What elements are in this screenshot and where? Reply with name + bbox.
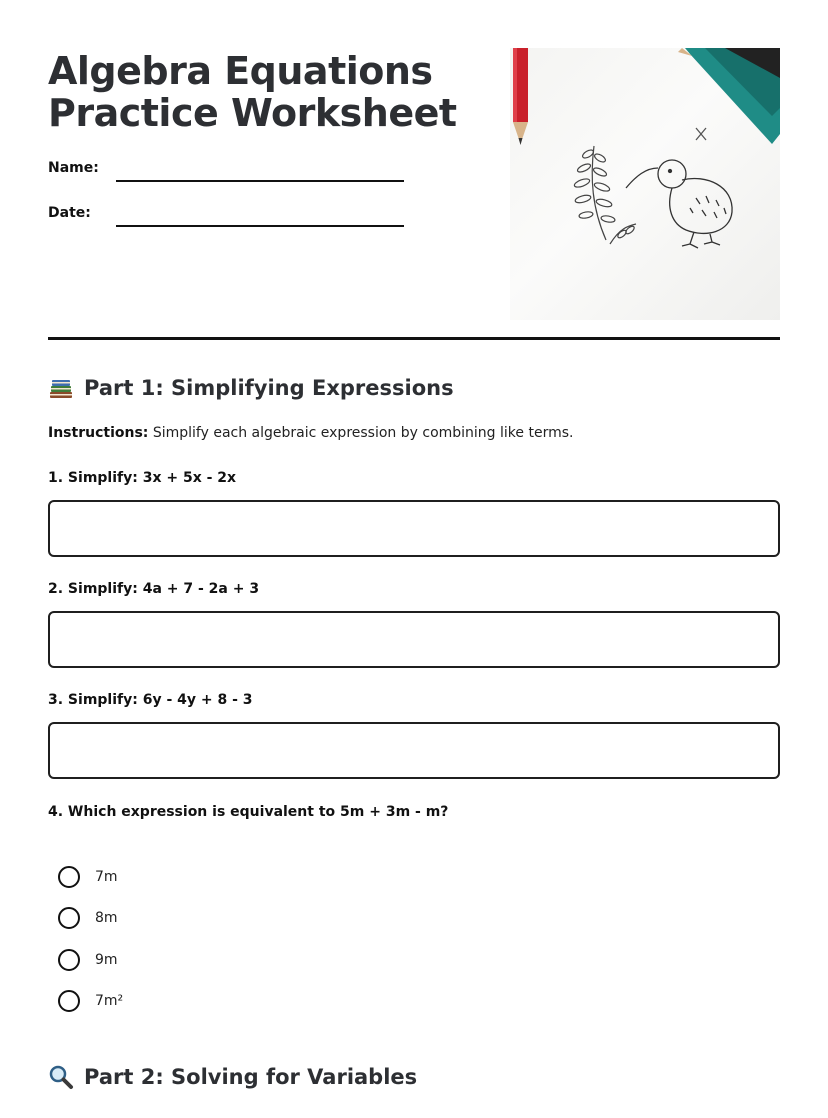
option-label: 8m	[95, 910, 118, 926]
instructions	[48, 425, 573, 441]
radio-button[interactable]	[58, 866, 80, 888]
option-8m[interactable]	[58, 906, 118, 930]
date-field[interactable]	[48, 205, 404, 235]
option-label: 9m	[95, 952, 118, 968]
part2-title	[48, 1064, 417, 1090]
radio-button[interactable]	[58, 907, 80, 929]
fern-icon	[573, 146, 636, 244]
option-9m[interactable]	[58, 948, 118, 972]
name-line[interactable]	[116, 180, 404, 182]
option-label: 7m	[95, 869, 118, 885]
title-line-2: Practice Worksheet	[48, 91, 457, 135]
page-title	[48, 50, 488, 134]
books-icon	[48, 375, 74, 401]
question-4: 4. Which expression is equivalent to 5m + 3m - m?	[48, 804, 449, 820]
kiwi-illustration	[510, 48, 780, 320]
kiwi-bird-icon	[626, 160, 732, 248]
part2-title-text: Part 2: Solving for Variables	[84, 1065, 418, 1089]
option-7m[interactable]	[58, 865, 118, 889]
red-pencil-icon	[513, 48, 528, 145]
teal-pencils-icon	[678, 48, 780, 144]
name-field[interactable]	[48, 160, 404, 190]
kiwi-drawing-image	[510, 48, 780, 320]
question-2: 2. Simplify: 4a + 7 - 2a + 3	[48, 581, 260, 597]
part1-title-text: Part 1: Simplifying Expressions	[84, 376, 454, 400]
answer-box-2[interactable]	[48, 611, 780, 668]
name-label: Name:	[48, 160, 99, 176]
radio-button[interactable]	[58, 990, 80, 1012]
instructions-text: Simplify each algebraic expression by combining like terms.	[148, 425, 574, 441]
answer-box-3[interactable]	[48, 722, 780, 779]
date-line[interactable]	[116, 225, 404, 227]
worksheet-header	[48, 48, 780, 320]
title-line-1: Algebra Equations	[48, 49, 433, 93]
question-3: 3. Simplify: 6y - 4y + 8 - 3	[48, 692, 253, 708]
instructions-label: Instructions:	[48, 425, 149, 441]
magnifier-icon	[48, 1064, 74, 1090]
date-label: Date:	[48, 205, 91, 221]
part1-title	[48, 375, 454, 401]
answer-box-1[interactable]	[48, 500, 780, 557]
option-7m-squared[interactable]	[58, 989, 123, 1013]
option-label: 7m²	[95, 993, 124, 1009]
radio-button[interactable]	[58, 949, 80, 971]
cross-mark-icon	[696, 128, 706, 140]
question-1: 1. Simplify: 3x + 5x - 2x	[48, 470, 237, 486]
section-divider	[48, 337, 780, 340]
